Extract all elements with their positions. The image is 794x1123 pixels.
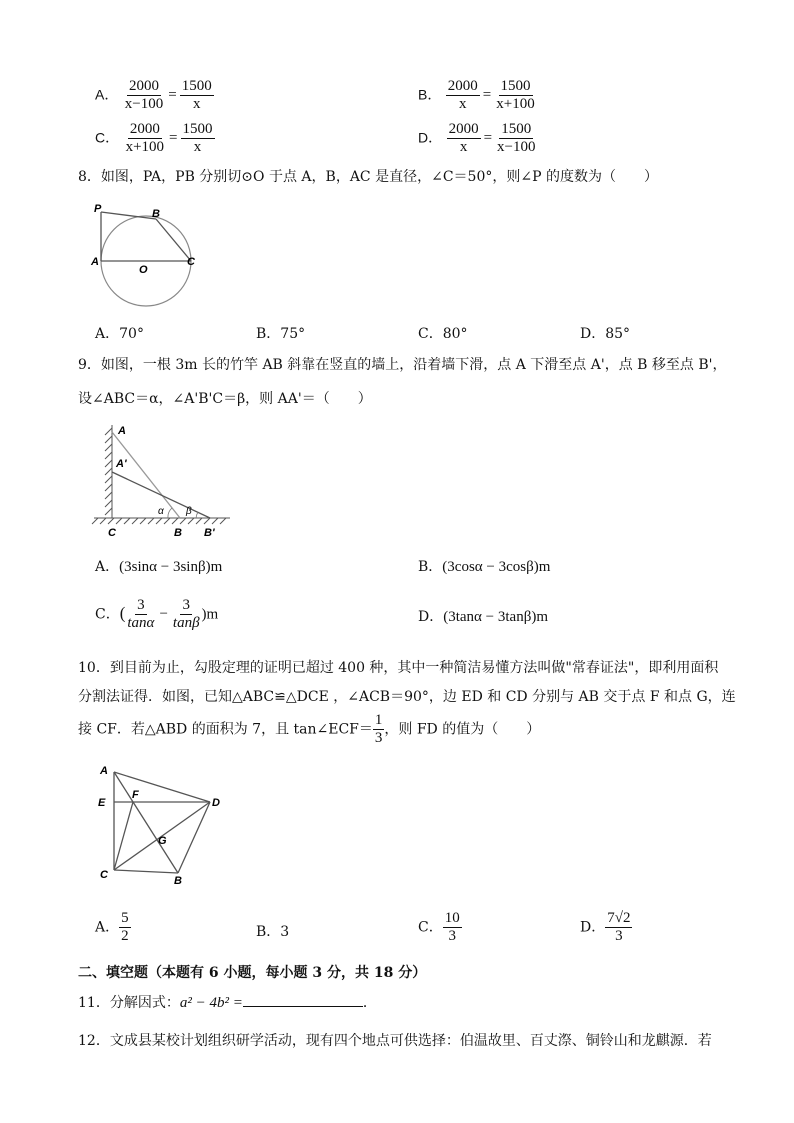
answer-blank[interactable]: [243, 992, 363, 1007]
angle-beta-arc: [196, 512, 198, 518]
q9-stem-line1: 9．如图，一根 3m 长的竹竿 AB 斜靠在竖直的墙上，沿着墙下滑，点 A 下滑至点 A'，点 B 移至点 B'，: [78, 357, 727, 373]
q8-option-d: D．85°: [580, 326, 631, 342]
q10-stem-line2: 分割法证得．如图，已知△ABC≌△DCE ，∠ACB＝90°，边 ED 和 CD 分别与 AB 交于点 F 和点 G，连: [78, 689, 736, 705]
label-a: A: [100, 765, 108, 777]
seg-ab: [114, 772, 178, 873]
wall-hatch: [105, 425, 112, 518]
fraction: $\frac{3}{\tan\alpha}$: [127, 597, 155, 631]
fraction: $\frac{2000}{x+100}$: [125, 121, 165, 155]
pole-ab: [112, 432, 180, 518]
fraction: $\frac{2000}{x}$: [448, 121, 479, 155]
fraction: $\frac{3}{\tan\beta}$: [172, 597, 200, 631]
q10-stem-line3: 接 CF．若△ABD 的面积为 7，且 tan∠ECF＝ $\frac{1}{3}$ ，则 FD 的值为（ ）: [78, 712, 541, 746]
option-label: A．: [95, 86, 119, 103]
label-alpha: α: [158, 506, 164, 517]
label-a-prime: A': [116, 458, 127, 470]
angle-alpha-arc: [168, 508, 172, 518]
q10-option-c: C． $\frac{10}{3}$: [418, 910, 460, 944]
label-e: E: [98, 797, 106, 809]
label-d: D: [212, 797, 220, 809]
fraction: $\frac{1500}{x-100}$: [497, 121, 536, 155]
q9-figure: [88, 420, 238, 542]
q10-option-b: B．3: [256, 924, 290, 940]
label-c: C: [108, 527, 116, 539]
q7-option-d: D． $\frac{2000}{x}$ = $\frac{1500}{x-100}$: [418, 121, 536, 155]
fraction: $\frac{1}{3}$: [374, 712, 383, 746]
label-c: C: [187, 256, 195, 268]
fraction: $\frac{2000}{x-100}$: [124, 78, 164, 112]
q9-option-a: A．(3sinα − 3sinβ)m: [95, 559, 223, 575]
option-label: B．: [418, 86, 442, 103]
fraction: $\frac{1500}{x}$: [182, 121, 213, 155]
fraction: $\frac{7√2}{3}$: [607, 910, 631, 944]
q9-option-c: C．( $\frac{3}{\tan\alpha}$ − $\frac{3}{\tan\beta}$ )m: [95, 597, 219, 631]
label-p: P: [94, 203, 102, 215]
label-b: B: [152, 208, 160, 220]
ground-hatch: [92, 518, 230, 524]
label-b-prime: B': [204, 527, 215, 539]
q10-figure: [92, 762, 232, 886]
fraction: $\frac{10}{3}$: [444, 910, 460, 944]
q10-option-d: D． $\frac{7√2}{3}$: [580, 910, 631, 944]
q7-option-c: C． $\frac{2000}{x+100}$ = $\frac{1500}{x}$: [95, 121, 213, 155]
fraction: $\frac{1500}{x+100}$: [496, 78, 535, 112]
q11-expression: a² − 4b² =: [179, 995, 243, 1011]
section-title: 二、填空题（本题有 6 小题，每小题 3 分，共 18 分）: [78, 965, 427, 981]
label-b: B: [174, 527, 182, 539]
q9-option-d: D．(3tanα − 3tanβ)m: [418, 609, 548, 625]
q10-option-a: A． $\frac{5}{2}$: [95, 910, 129, 944]
label-a: A: [91, 256, 99, 268]
q8-option-a: A．70°: [95, 326, 144, 342]
q9-option-b: B．(3cosα − 3cosβ)m: [418, 559, 551, 575]
label-beta: β: [186, 506, 192, 517]
seg-ad: [114, 772, 210, 802]
label-a: A: [118, 425, 126, 437]
seg-cf: [114, 802, 133, 870]
q8-stem: 8．如图，PA，PB 分别切⊙O 于点 A，B，AC 是直径，∠C＝50°，则∠P 的度数为（ ）: [78, 169, 658, 185]
q9-stem-line2: 设∠ABC＝α，∠A'B'C＝β，则 AA'＝（ ）: [78, 391, 372, 407]
label-c: C: [100, 869, 108, 881]
label-b: B: [174, 875, 182, 886]
q7-option-a: A． $\frac{2000}{x-100}$ = $\frac{1500}{x}$: [95, 78, 212, 112]
q11: 11．分解因式：a² − 4b² = ．: [78, 992, 377, 1012]
fraction: $\frac{5}{2}$: [121, 910, 129, 944]
option-label: D．: [418, 129, 443, 146]
option-label: C．: [95, 129, 120, 146]
label-g: G: [158, 835, 167, 847]
q7-option-b: B． $\frac{2000}{x}$ = $\frac{1500}{x+100}$: [418, 78, 535, 112]
q8-option-c: C．80°: [418, 326, 468, 342]
fraction: $\frac{1500}{x}$: [181, 78, 212, 112]
seg-cb: [114, 870, 178, 873]
label-f: F: [132, 789, 139, 801]
q8-figure: [88, 198, 218, 310]
label-o: O: [139, 264, 148, 276]
q10-stem-line1: 10．到目前为止，勾股定理的证明已超过 400 种，其中一种简洁易懂方法叫做"常春证法"，即利用面积: [78, 660, 719, 676]
fraction: $\frac{2000}{x}$: [447, 78, 478, 112]
q12-stem: 12．文成县某校计划组织研学活动，现有四个地点可供选择：伯温故里、百丈漈、铜铃山和龙麒源．若: [78, 1033, 712, 1049]
q8-option-b: B．75°: [256, 326, 306, 342]
